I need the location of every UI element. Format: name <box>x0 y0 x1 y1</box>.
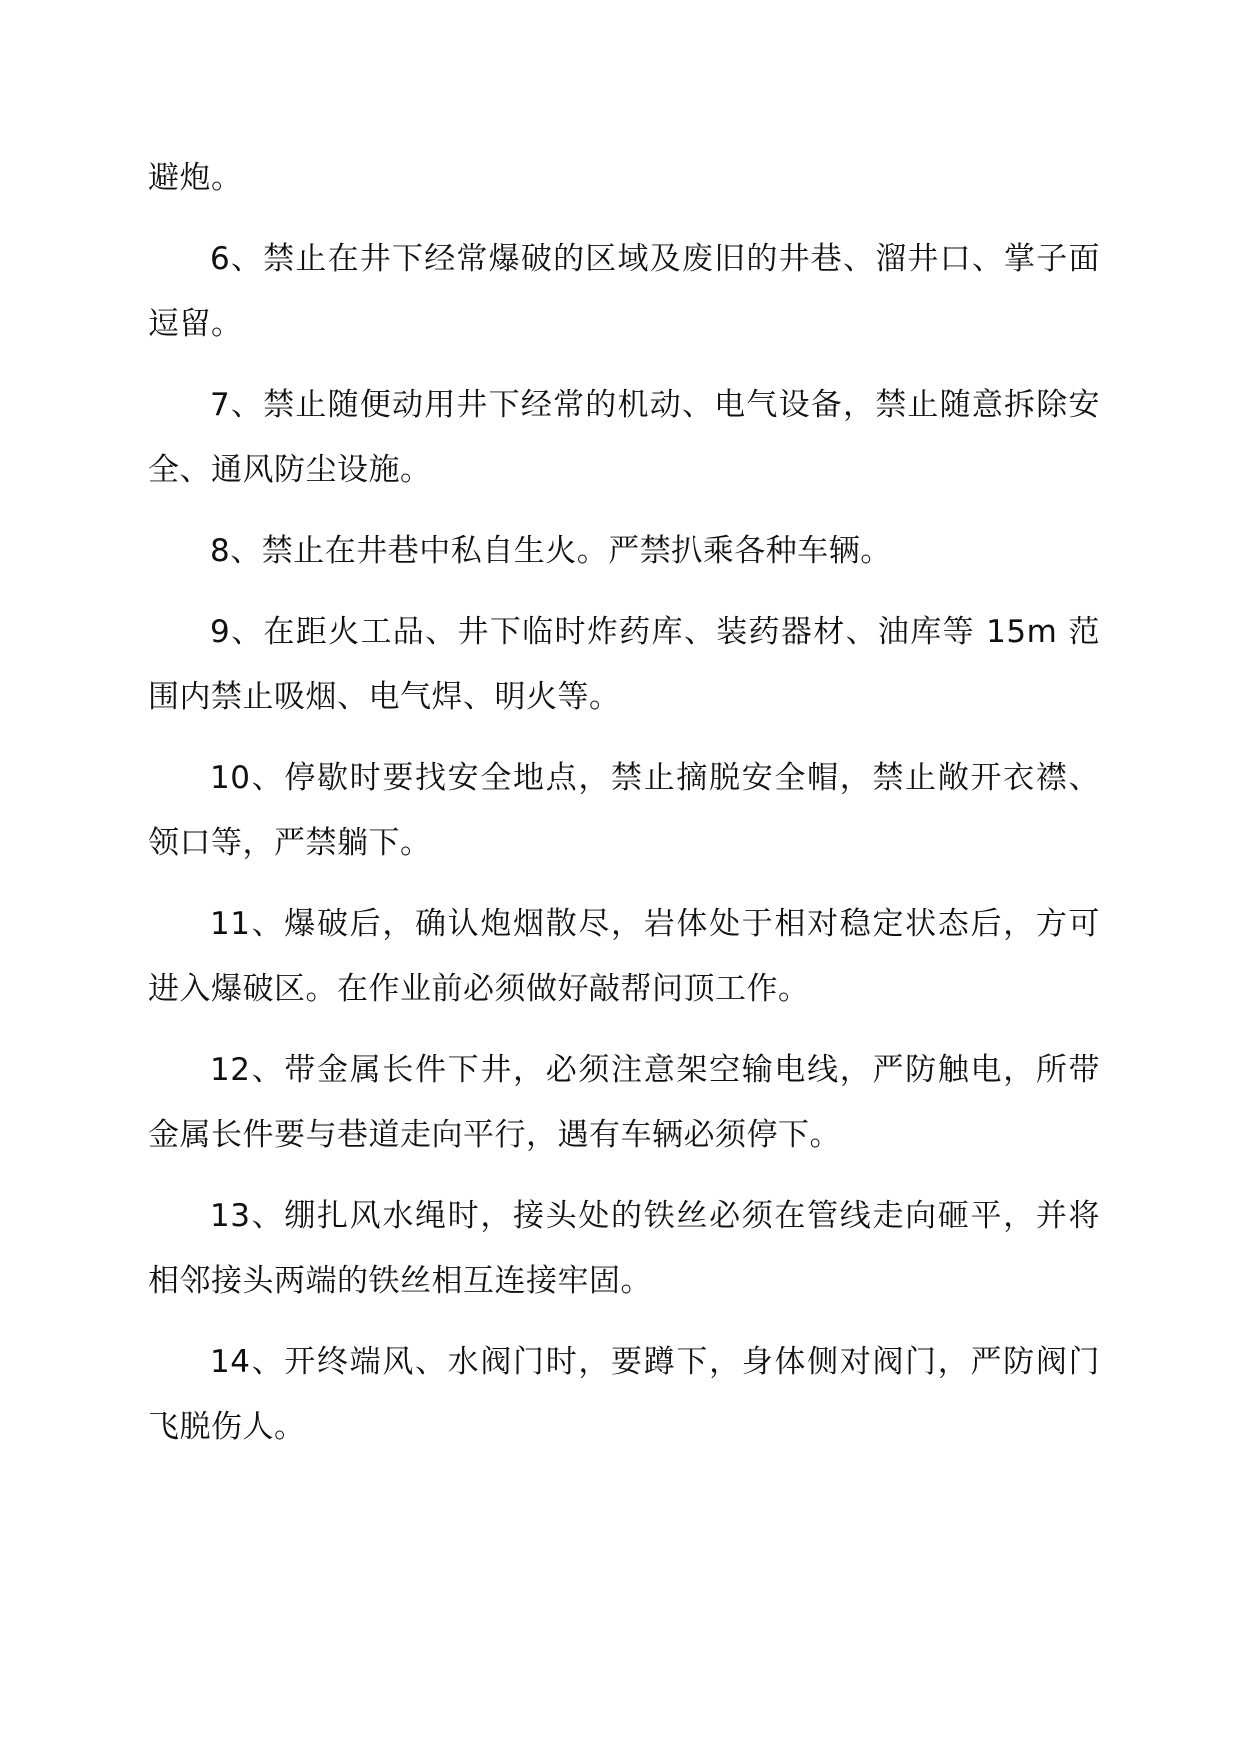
paragraph-item-10: 10、停歇时要找安全地点，禁止摘脱安全帽，禁止敞开衣襟、领口等，严禁躺下。 <box>148 760 1100 861</box>
paragraph-item-9: 9、在距火工品、井下临时炸药库、装药器材、油库等 15m 范围内禁止吸烟、电气焊、明火等。 <box>148 614 1100 715</box>
paragraph-item-7: 7、禁止随便动用井下经常的机动、电气设备，禁止随意拆除安全、通风防尘设施。 <box>148 387 1100 488</box>
paragraph-item-11: 11、爆破后，确认炮烟散尽，岩体处于相对稳定状态后，方可进入爆破区。在作业前必须做好敲帮问顶工作。 <box>148 906 1100 1007</box>
paragraph-item-8: 8、禁止在井巷中私自生火。严禁扒乘各种车辆。 <box>210 533 892 569</box>
document-page <box>148 146 1100 1476</box>
paragraph-item-14: 14、开终端风、水阀门时，要蹲下，身体侧对阀门，严防阀门飞脱伤人。 <box>148 1344 1100 1445</box>
paragraph-item-13: 13、绷扎风水绳时，接头处的铁丝必须在管线走向砸平，并将相邻接头两端的铁丝相互连接牢固。 <box>148 1198 1100 1299</box>
paragraph-item-12: 12、带金属长件下井，必须注意架空输电线，严防触电，所带金属长件要与巷道走向平行，遇有车辆必须停下。 <box>148 1052 1100 1153</box>
paragraph-item-6: 6、禁止在井下经常爆破的区域及废旧的井巷、溜井口、掌子面逗留。 <box>148 241 1100 342</box>
paragraph-continuation: 避炮。 <box>148 160 243 196</box>
